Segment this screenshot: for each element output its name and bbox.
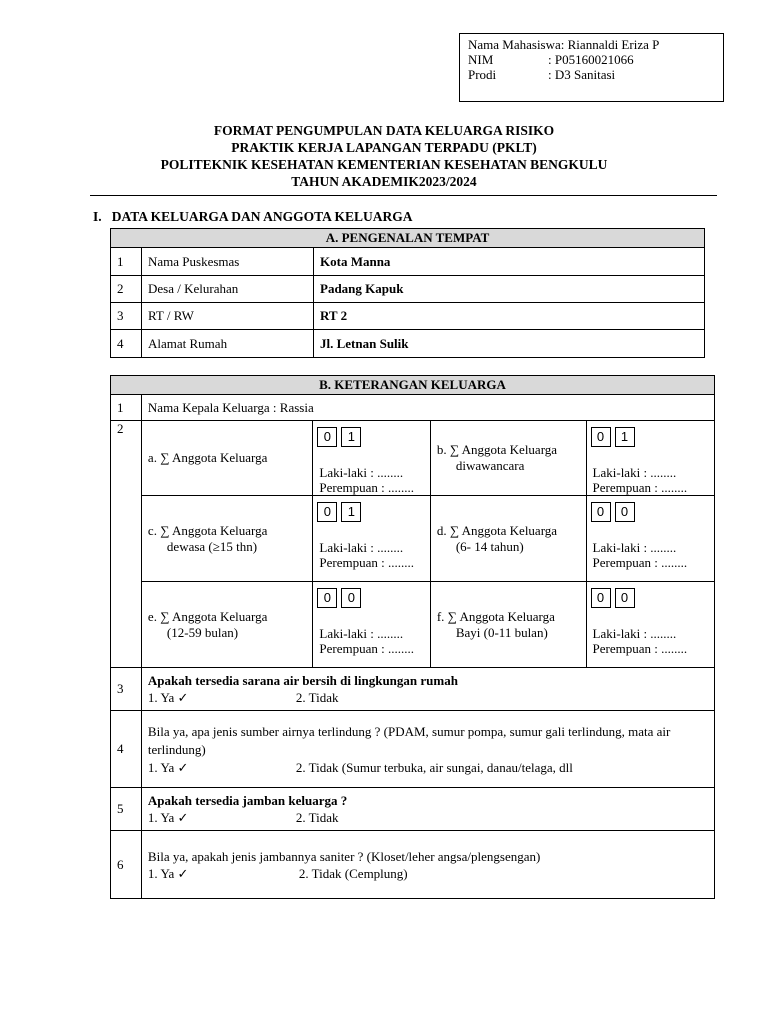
male-count: Laki-laki : ........	[592, 626, 677, 641]
prodi-value: : D3 Sanitasi	[548, 67, 616, 82]
row-number: 1	[111, 248, 142, 276]
prodi-label: Prodi	[468, 67, 497, 82]
count-label-c: c. ∑ Anggota Keluarga dewasa (≥15 thn)	[141, 496, 312, 582]
table-row	[111, 303, 705, 330]
header-line-4: TAHUN AKADEMIK2023/2024	[291, 174, 477, 189]
digit-box[interactable]: 0	[341, 588, 361, 608]
count-cell-e	[313, 582, 430, 668]
section-b-table	[110, 375, 715, 899]
female-count: Perempuan : ........	[592, 555, 688, 570]
question-toilet: Apakah tersedia jamban keluarga ?	[147, 793, 348, 808]
row-label: RT / RW	[142, 303, 314, 330]
question-toilet-type: Bila ya, apakah jenis jambannya saniter ? (Kloset/leher angsa/plengsengan)	[147, 848, 541, 864]
digit-box[interactable]: 0	[615, 588, 635, 608]
male-count: Laki-laki : ........	[592, 465, 677, 480]
row-number: 3	[111, 668, 142, 711]
option-yes[interactable]: 1. Ya ✓	[147, 810, 189, 825]
count-cell-f	[586, 582, 714, 668]
table-row	[111, 668, 715, 711]
option-yes[interactable]: 1. Ya ✓	[147, 690, 189, 705]
table-row	[111, 711, 715, 788]
table-row	[111, 330, 705, 358]
female-count: Perempuan : ........	[319, 480, 414, 495]
count-label-f: f. ∑ Anggota Keluarga Bayi (0-11 bulan)	[430, 582, 586, 668]
table-row	[111, 248, 705, 276]
male-count: Laki-laki : ........	[319, 540, 404, 555]
row-label: Desa / Kelurahan	[142, 276, 314, 303]
count-cell-d	[586, 496, 714, 582]
female-count: Perempuan : ........	[592, 480, 688, 495]
table-row	[111, 831, 715, 899]
header-divider	[90, 195, 717, 196]
row-number: 3	[111, 303, 142, 330]
digit-box[interactable]: 0	[317, 588, 337, 608]
section-a-table	[110, 228, 705, 358]
option-no[interactable]: 2. Tidak (Sumur terbuka, air sungai, danau/telaga, dll	[295, 759, 573, 775]
female-count: Perempuan : ........	[592, 641, 688, 656]
student-name-label: Nama Mahasiswa:	[468, 37, 565, 52]
header-line-2: PRAKTIK KERJA LAPANGAN TERPADU (PKLT)	[231, 140, 537, 155]
digit-box[interactable]: 0	[317, 427, 337, 447]
row-value: Padang Kapuk	[314, 276, 705, 303]
row-number: 4	[111, 330, 142, 358]
table-row	[111, 421, 715, 496]
option-no[interactable]: 2. Tidak (Cemplung)	[298, 865, 408, 881]
student-name-value: Riannaldi Eriza P	[567, 37, 660, 52]
female-count: Perempuan : ........	[319, 641, 414, 656]
header-line-1: FORMAT PENGUMPULAN DATA KELUARGA RISIKO	[213, 123, 555, 138]
male-count: Laki-laki : ........	[319, 465, 404, 480]
row-label: Alamat Rumah	[142, 330, 314, 358]
digit-box[interactable]: 0	[615, 502, 635, 522]
option-no[interactable]: 2. Tidak	[295, 810, 339, 825]
row-value: Jl. Letnan Sulik	[314, 330, 705, 358]
count-label-a: a. ∑ Anggota Keluarga	[141, 421, 312, 496]
count-label-d: d. ∑ Anggota Keluarga (6- 14 tahun)	[430, 496, 586, 582]
count-cell-a	[313, 421, 430, 496]
table-row	[111, 395, 715, 421]
row-number: 5	[111, 788, 142, 831]
count-label-e: e. ∑ Anggota Keluarga (12-59 bulan)	[141, 582, 312, 668]
table-row	[111, 788, 715, 831]
header-line-3: POLITEKNIK KESEHATAN KEMENTERIAN KESEHATAN BENGKULU	[160, 157, 608, 172]
table-row	[111, 582, 715, 668]
table-row	[111, 496, 715, 582]
count-label-b: b. ∑ Anggota Keluarga diwawancara	[430, 421, 586, 496]
student-info-box	[459, 33, 724, 102]
digit-box[interactable]: 1	[341, 502, 361, 522]
male-count: Laki-laki : ........	[592, 540, 677, 555]
digit-box[interactable]: 0	[591, 502, 611, 522]
row-number: 2	[111, 276, 142, 303]
row-number: 4	[111, 711, 142, 788]
row-number: 2	[111, 421, 142, 668]
count-cell-b	[586, 421, 714, 496]
digit-box[interactable]: 0	[317, 502, 337, 522]
digit-box[interactable]: 1	[341, 427, 361, 447]
row-label: Nama Puskesmas	[142, 248, 314, 276]
question-water-source: Bila ya, apa jenis sumber airnya terlindung ? (PDAM, sumur pompa, sumur gali terlindung, mata air terlindung)	[147, 723, 671, 757]
section-b-title: B. KETERANGAN KELUARGA	[111, 376, 715, 395]
document-header	[0, 122, 768, 190]
digit-box[interactable]: 0	[591, 588, 611, 608]
row-value: RT 2	[314, 303, 705, 330]
count-cell-c	[313, 496, 430, 582]
option-no[interactable]: 2. Tidak	[295, 690, 339, 705]
head-of-family: Nama Kepala Keluarga : Rassia	[141, 395, 714, 421]
female-count: Perempuan : ........	[319, 555, 414, 570]
row-number: 1	[111, 395, 142, 421]
section-title: I. DATA KELUARGA DAN ANGGOTA KELUARGA	[93, 209, 413, 224]
option-yes[interactable]: 1. Ya ✓	[147, 865, 189, 881]
nim-label: NIM	[468, 52, 494, 67]
nim-value: : P05160021066	[548, 52, 634, 67]
digit-box[interactable]: 0	[591, 427, 611, 447]
row-value: Kota Manna	[314, 248, 705, 276]
option-yes[interactable]: 1. Ya ✓	[147, 759, 189, 775]
table-row	[111, 276, 705, 303]
digit-box[interactable]: 1	[615, 427, 635, 447]
row-number: 6	[111, 831, 142, 899]
male-count: Laki-laki : ........	[319, 626, 404, 641]
section-a-title: A. PENGENALAN TEMPAT	[111, 229, 705, 248]
question-water: Apakah tersedia sarana air bersih di lingkungan rumah	[147, 673, 458, 688]
